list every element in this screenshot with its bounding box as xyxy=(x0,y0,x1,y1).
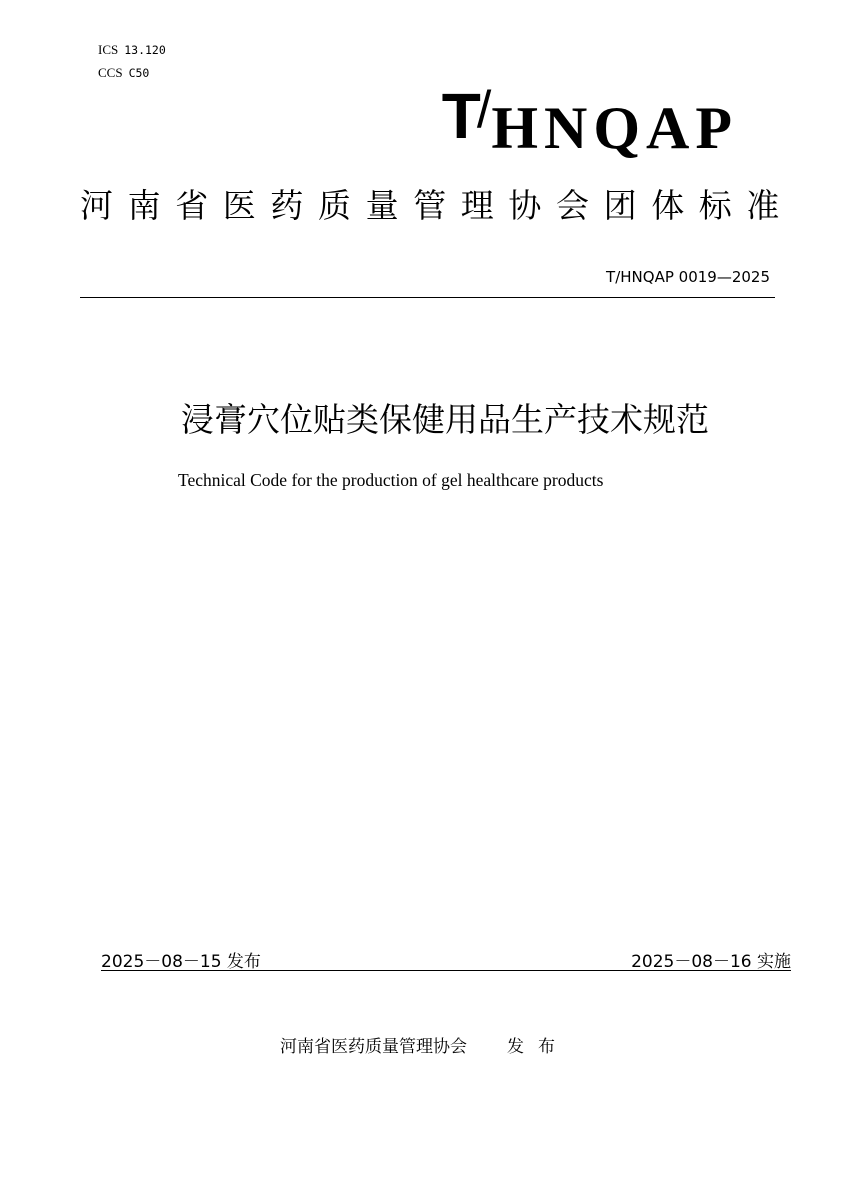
ics-code xyxy=(98,42,166,58)
bottom-divider xyxy=(101,970,791,971)
publish-label: 发布 xyxy=(507,1037,569,1057)
standard-number: T/HNQAP 0019—2025 xyxy=(606,268,770,286)
ccs-label: CCS xyxy=(98,65,123,80)
implementation-date: 2025－08－16 实施 xyxy=(631,952,791,972)
ics-label: ICS xyxy=(98,42,119,57)
standard-logo xyxy=(441,80,738,161)
top-divider xyxy=(80,297,775,298)
org-standard-title: 河南省医药质量管理协会团体标准 xyxy=(80,186,794,225)
document-title-chinese: 浸膏穴位贴类保健用品生产技术规范 xyxy=(181,400,709,439)
issuer-line xyxy=(280,1032,569,1057)
logo-org-code: HNQAP xyxy=(491,95,738,161)
document-title-english: Technical Code for the production of gel healthcare products xyxy=(178,470,604,490)
issue-date: 2025－08－15 发布 xyxy=(101,952,261,972)
issuer-name: 河南省医药质量管理协会 xyxy=(280,1037,467,1057)
ics-value: 13.120 xyxy=(124,43,166,57)
logo-slash: / xyxy=(476,81,492,139)
ccs-value: C50 xyxy=(128,66,150,80)
ccs-code xyxy=(98,65,149,81)
logo-prefix: T xyxy=(441,80,481,152)
